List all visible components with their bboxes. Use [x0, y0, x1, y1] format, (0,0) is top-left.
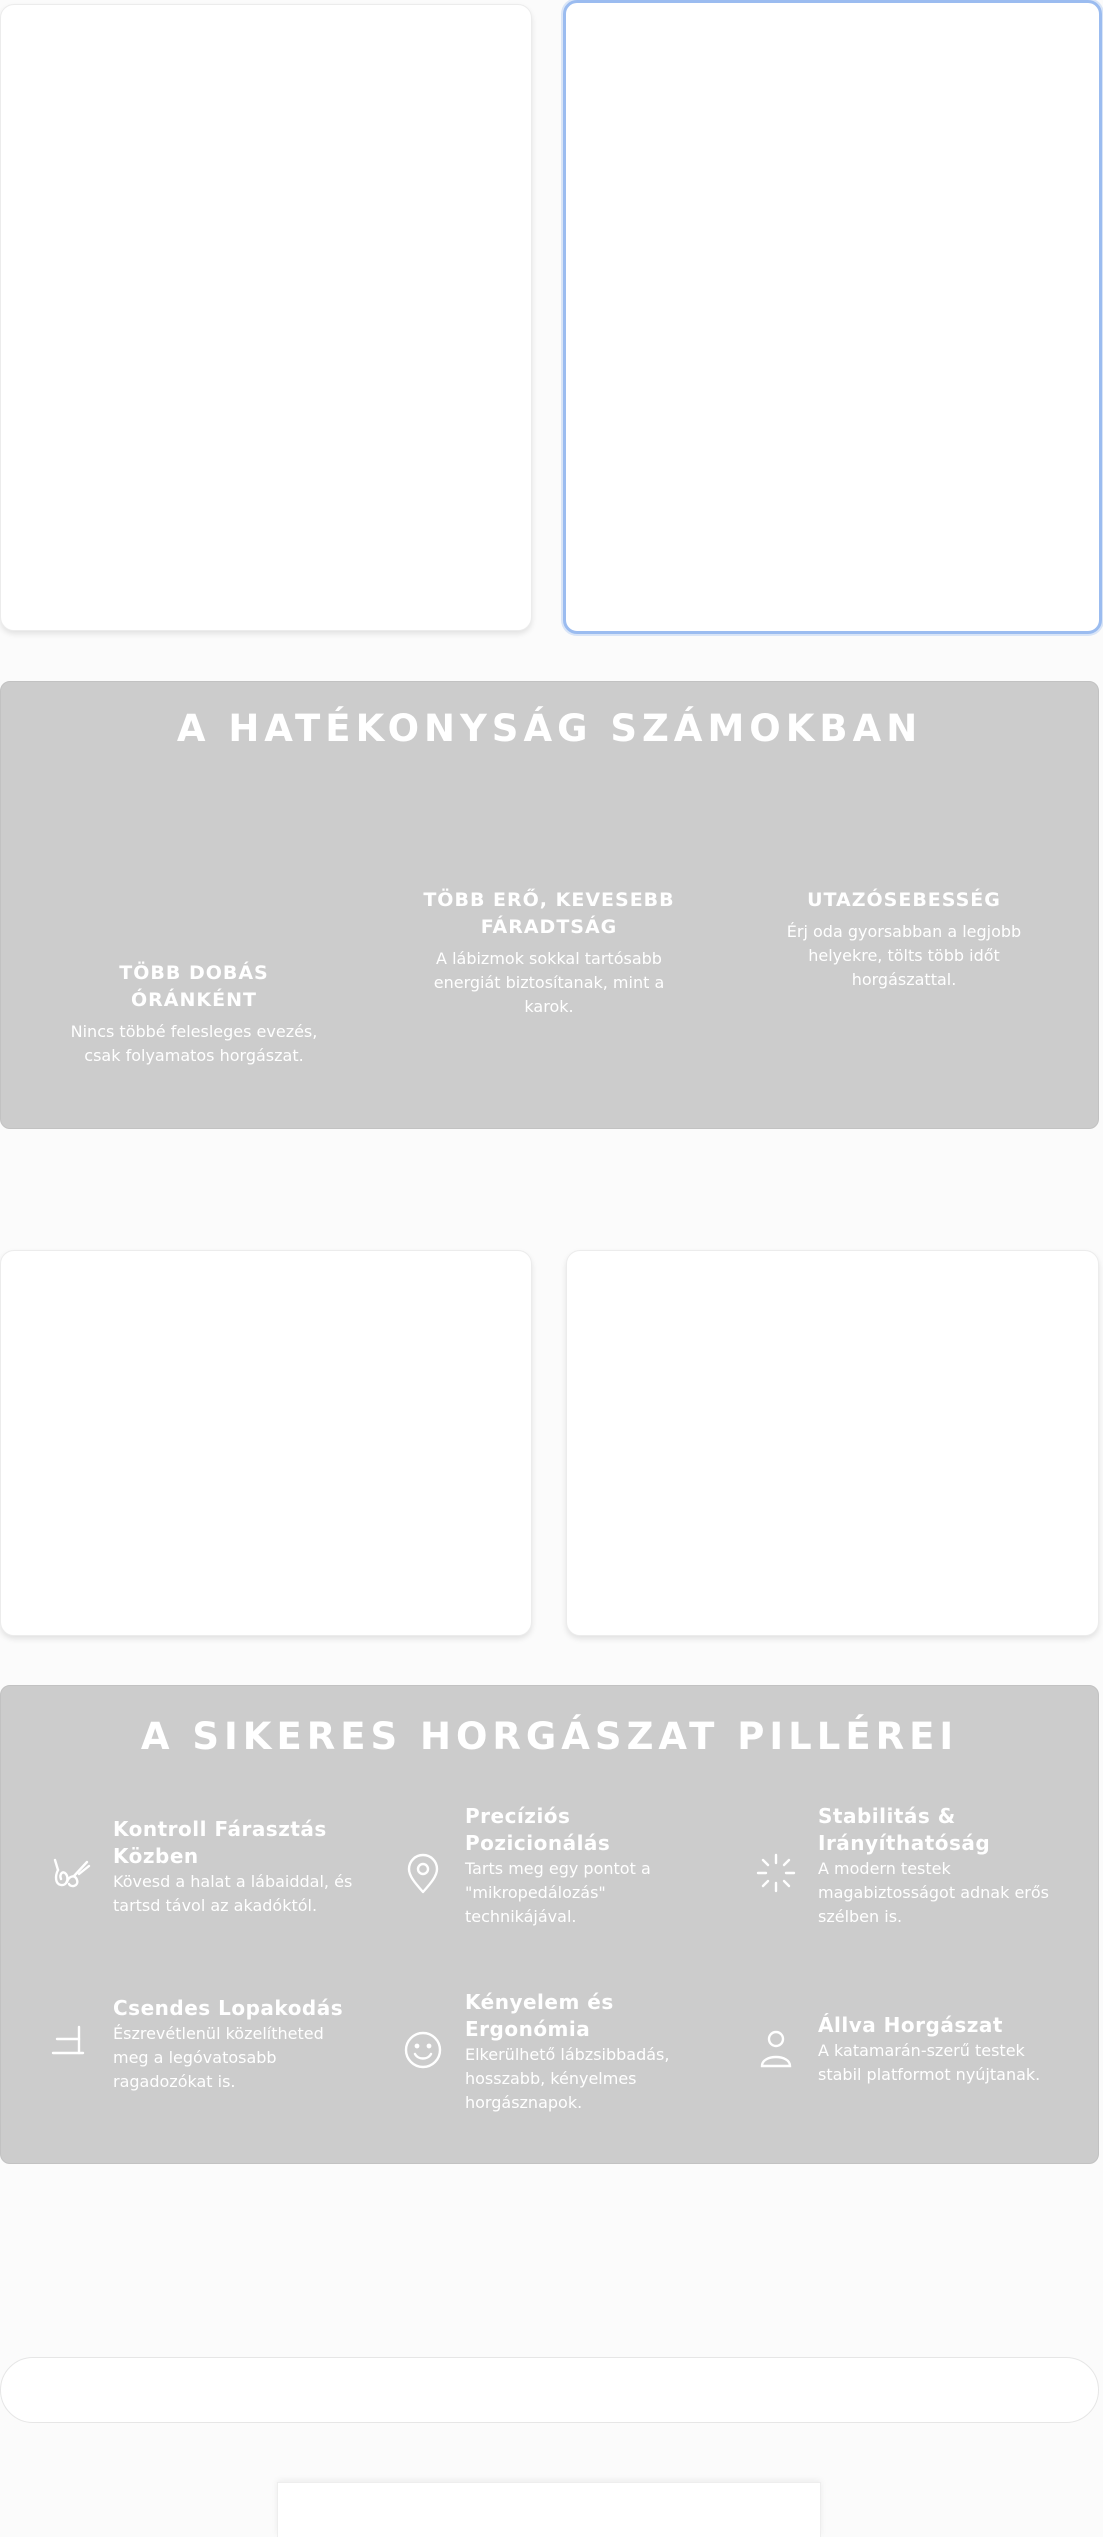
- efficiency-title: A HATÉKONYSÁG SZÁMOKBAN: [176, 707, 923, 750]
- stat-title: TÖBB ERŐ, KEVESEBB FÁRADTSÁG: [423, 889, 675, 938]
- pillar-comfort: [401, 1989, 721, 2129]
- smiley-icon: [401, 2028, 445, 2072]
- pillar-control: [49, 1816, 369, 1956]
- stat-desc: A lábizmok sokkal tartósabb energiát biztosítanak, mint a karok.: [433, 949, 665, 1016]
- user-icon: [754, 2026, 798, 2070]
- pillar-title: Stabilitás & Irányíthatóság: [818, 1804, 991, 1855]
- stat-desc: Érj oda gyorsabban a legjobb helyekre, tölts több időt horgászattal.: [786, 922, 1022, 989]
- pillar-title: Kontroll Fárasztás Közben: [113, 1817, 327, 1868]
- location-pin-icon: [401, 1851, 445, 1895]
- pillar-desc: A modern testek magabiztosságot adnak erős szélben is.: [818, 1859, 1049, 1926]
- stat-title: UTAZÓSEBESSÉG: [807, 889, 1001, 911]
- efficiency-section: [0, 681, 1099, 1129]
- pill-input-bar[interactable]: [0, 2357, 1099, 2423]
- pillar-title: Precíziós Pozicionálás: [465, 1804, 611, 1855]
- fishing-lure-icon: [49, 1852, 93, 1896]
- loader-icon: [754, 1851, 798, 1895]
- pillar-desc: Kövesd a halat a lábaiddal, és tartsd távol az akadóktól.: [113, 1872, 353, 1915]
- stat-title: TÖBB DOBÁS ÓRÁNKÉNT: [119, 962, 269, 1011]
- stat-more-casts: [64, 960, 324, 1068]
- pillars-section: [0, 1685, 1099, 2164]
- pillar-standing: [754, 2012, 1074, 2152]
- pillar-title: Kényelem és Ergonómia: [465, 1990, 614, 2041]
- pillar-desc: Elkerülhető lábzsibbadás, hosszabb, kényelmes horgásznapok.: [465, 2045, 670, 2112]
- product-card-left[interactable]: [0, 4, 532, 631]
- pillar-precision: [401, 1803, 721, 1943]
- stat-cruise-speed: [774, 887, 1034, 992]
- feature-card-right[interactable]: [566, 1250, 1099, 1636]
- feature-card-left[interactable]: [0, 1250, 532, 1636]
- pillar-title: Csendes Lopakodás: [113, 1996, 344, 2020]
- stat-desc: Nincs többé felesleges evezés, csak folyamatos horgászat.: [70, 1022, 318, 1065]
- product-card-right-selected[interactable]: [563, 0, 1102, 634]
- stat-more-power: [419, 887, 679, 1019]
- pillars-title: A SIKERES HORGÁSZAT PILLÉREI: [140, 1715, 959, 1758]
- pillar-stealth: [49, 1995, 369, 2135]
- pillar-desc: Észrevétlenül közelítheted meg a legóvatosabb ragadozókat is.: [113, 2024, 324, 2091]
- pillar-title: Állva Horgászat: [818, 2013, 1003, 2037]
- pedal-icon: [49, 2019, 93, 2063]
- bottom-floating-panel[interactable]: [277, 2482, 821, 2537]
- pillar-desc: A katamarán-szerű testek stabil platformot nyújtanak.: [818, 2041, 1041, 2084]
- pillar-desc: Tarts meg egy pontot a "mikropedálozás" technikájával.: [465, 1859, 651, 1926]
- pillar-stability: [754, 1803, 1074, 1943]
